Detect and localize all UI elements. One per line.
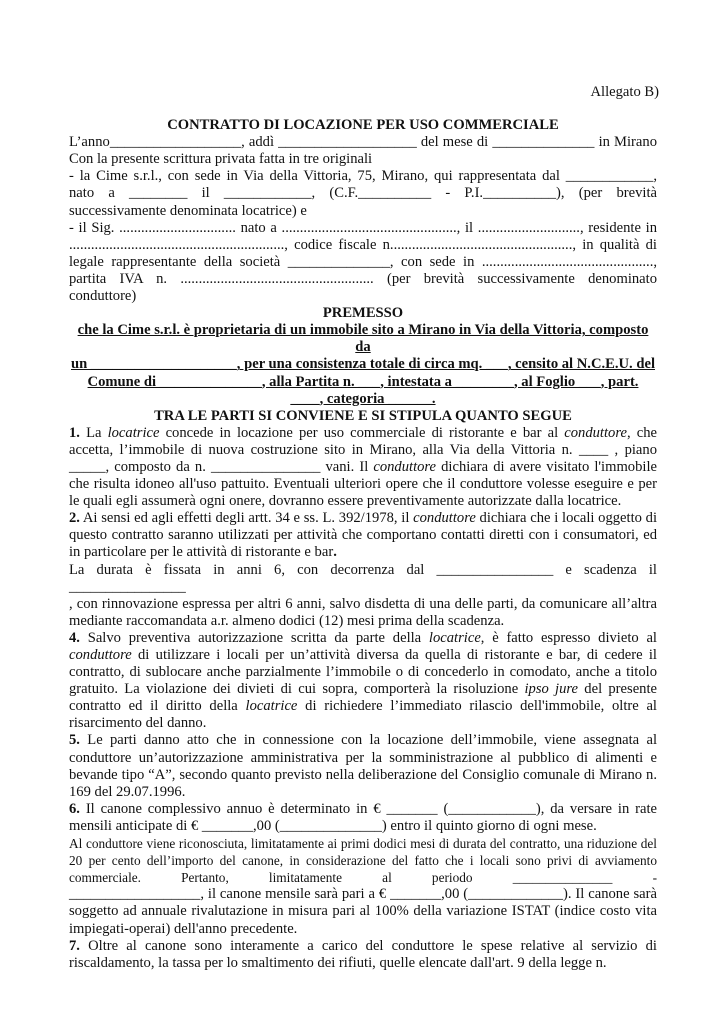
premesso-line-1: che la Cime s.r.l. è proprietaria di un immobile sito a Mirano in Via della Vittoria, composto da [77,322,649,356]
agreement-heading: TRA LE PARTI SI CONVIENE E SI STIPULA QUANTO SEGUE [154,407,572,424]
intro-line-4: nato a ________ il ____________, (C.F.__________ - P.I.__________), (per brevità [69,185,657,202]
article-5: 5. Le parti danno atto che in connessione con la locazione dell’immobile, viene assegnata al conduttore un’autorizzazione amministrativa per la somministrazione al pubblico di alimenti e bevande tipo “A”, secondo quanto previsto nella deliberazione del Consiglio comunale di Mirano n. 169 del 29.07.1996. [69,732,657,800]
article-7: 7. Oltre al canone sono interamente a carico del conduttore le spese relative al servizio di riscaldamento, la tassa per lo smaltimento dei rifiuti, quelle elencate dall'art. 9 della legge n. [69,937,657,971]
premesso-line-3: Comune di ______________, alla Partita n. ___, intestata a ________, al Foglio ___, part. [87,373,639,390]
intro-line-10: conduttore) [69,288,137,305]
intro-line-9: partita IVA n. ..................................................... (per brevità successivamente denominato [69,270,657,287]
article-6-reduction-cont: __________________, il canone mensile sarà pari a € _______,00 (_____________). Il canone sarà soggetto ad annuale rivalutazione in misura pari al 100% della variazione ISTAT (indice costo vita impiegati-operai) dell'anno precedente. [69,886,657,937]
intro-line-6: - il Sig. ................................ nato a ................................................, il ............................, residente in [69,219,657,236]
intro-line-7: ..........................................................., codice fiscale n.................................................., in qualità di [69,236,657,253]
article-2-renewal: , con rinnovazione espressa per altri 6 anni, salvo disdetta di una delle parti, da comunicare all’altra mediante raccomandata a.r. almeno dodici (12) mesi prima della scadenza. [69,595,657,629]
article-2-duration-line: La durata è fissata in anni 6, con decorrenza dal ________________ e scadenza il ________________ [69,561,657,595]
premesso-line-4: ____, categoria ______. [290,390,436,407]
intro-line-8: legale rappresentante della società ______________, con sede in ..............................................., [69,253,657,270]
intro-line-3: - la Cime s.r.l., con sede in Via della Vittoria, 75, Mirano, qui rappresentata dal ____________, [69,168,657,185]
article-2: 2. Ai sensi ed agli effetti degli artt. 34 e ss. L. 392/1978, il conduttore dichiara che i locali oggetto di questo contratto saranno utilizzati per attività che comportano contatti diretti con i consumatori, ed in particolare per le attività di ristorante e bar. [69,510,658,561]
premesso-line-2: un ____________________, per una consistenza totale di circa mq. ___, censito al N.C.E.U. del [70,356,656,373]
article-6: 6. Il canone complessivo annuo è determinato in € _______ (____________), da versare in rate mensili anticipate di € _______,00 (______________) entro il quinto giorno di ogni mese. [69,800,657,834]
intro-line-5: successivamente denominata locatrice) e [69,202,307,219]
document-title: CONTRATTO DI LOCAZIONE PER USO COMMERCIALE [167,117,559,134]
attachment-label: Allegato B) [590,84,659,100]
article-6-reduction: Al conduttore viene riconosciuta, limitatamente ai primi dodici mesi di durata del contratto, una riduzione del 20 per cento dell’importo del canone, in considerazione del fatto che i locali sono privi di avviamento commerciale. Pertanto, limitatamente al periodo _______________ - [69,836,657,886]
intro-line-2: Con la presente scrittura privata fatta in tre originali [69,151,373,168]
article-4: 4. Salvo preventiva autorizzazione scritta da parte della locatrice, è fatto espresso divieto al conduttore di utilizzare i locali per un’attività diversa da quella di ristorante e bar, di cedere il contratto, di sublocare anche parzialmente l’immobile o di concederlo in comodato, anche a titolo gratuito. La violazione dei divieti di cui sopra, comporterà la risoluzione ipso jure del presente contratto ed il diritto della locatrice di richiedere l’immediato rilascio dell'immobile, oltre al risarcimento del danno. [69,629,657,732]
premesso-heading: PREMESSO [322,305,404,322]
intro-line-1: L’anno__________________, addì ___________________ del mese di ______________ in Mirano [69,134,657,151]
article-1: 1. La locatrice concede in locazione per uso commerciale di ristorante e bar al conduttore, che accetta, l’immobile di nuova costruzione sito in Mirano, alla Via della Vittoria n. ____ , piano _____, composto da n. _______________ vani. Il conduttore dichiara di avere visitato l'immobile che risulta idoneo all'uso pattuito. Eventuali ulteriori opere che il conduttore volesse eseguire e per le quali egli assumerà ogni onere, dovranno essere preventivamente autorizzate dalla locatrice. [69,424,657,510]
